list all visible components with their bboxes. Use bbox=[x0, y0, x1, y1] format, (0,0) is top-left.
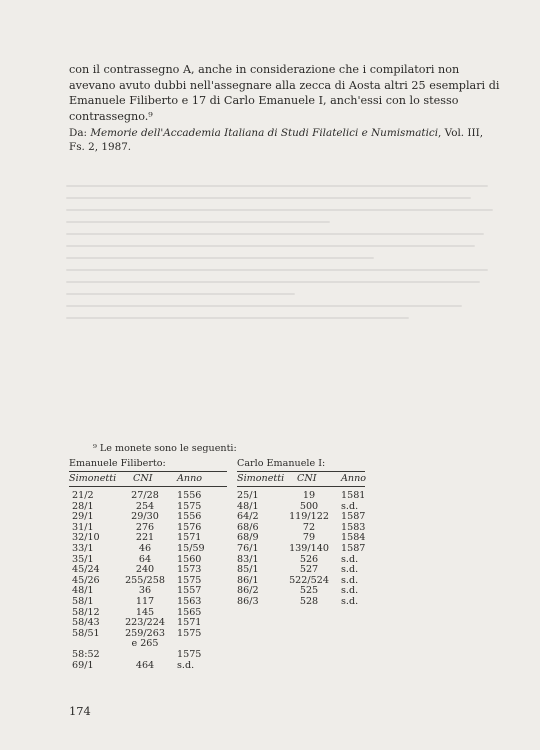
cell-anno: s.d. bbox=[341, 595, 359, 607]
header-cni: CNI bbox=[297, 473, 317, 484]
cell-cni: 223/224 bbox=[125, 617, 165, 629]
table-carlo-emanuele bbox=[237, 458, 367, 607]
footnote-intro: ⁹ Le monete sono le seguenti: bbox=[93, 443, 237, 454]
cell-anno: 1557 bbox=[177, 585, 202, 597]
cell-cni: 145 bbox=[135, 606, 155, 618]
cell-simonetti: 69/1 bbox=[72, 659, 94, 671]
cell-anno: 1581 bbox=[341, 490, 366, 501]
cell-simonetti: 28/1 bbox=[72, 500, 94, 512]
cell-cni: 79 bbox=[302, 532, 316, 544]
page-number: 174 bbox=[69, 704, 91, 718]
cell-anno: 1556 bbox=[177, 511, 202, 523]
cell-cni: 27/28 bbox=[131, 490, 159, 501]
cell-simonetti: 29/1 bbox=[72, 511, 94, 523]
cell-anno: 1575 bbox=[177, 500, 202, 512]
cell-simonetti: 48/1 bbox=[72, 585, 94, 597]
cell-simonetti: 76/1 bbox=[237, 542, 259, 554]
cell-simonetti: 48/1 bbox=[237, 500, 259, 512]
cell-cni: 117 bbox=[135, 595, 155, 607]
cell-anno: 1571 bbox=[177, 617, 202, 629]
header-rule-bottom bbox=[237, 486, 365, 487]
header-simonetti: Simonetti bbox=[69, 473, 117, 484]
header-rule-bottom bbox=[69, 486, 227, 487]
cell-cni: 139/140 bbox=[289, 542, 329, 554]
header-simonetti: Simonetti bbox=[237, 473, 285, 484]
cell-simonetti: 64/2 bbox=[237, 511, 259, 523]
cell-anno: s.d. bbox=[341, 564, 359, 576]
cell-simonetti: 68/9 bbox=[237, 532, 259, 544]
cell-cni: 64 bbox=[138, 553, 152, 565]
cell-anno: s.d. bbox=[341, 574, 359, 586]
cell-simonetti: 58:52 bbox=[72, 648, 100, 660]
cell-cni: 119/122 bbox=[289, 511, 329, 523]
cell-simonetti: 85/1 bbox=[237, 564, 259, 576]
header-anno: Anno bbox=[341, 473, 367, 484]
cell-simonetti: 45/26 bbox=[72, 574, 100, 586]
cell-simonetti: 86/3 bbox=[237, 595, 259, 607]
cell-cni: 46 bbox=[138, 542, 152, 554]
table-header bbox=[69, 472, 227, 485]
cell-cni: 522/524 bbox=[289, 574, 329, 586]
cell-simonetti: 58/43 bbox=[72, 617, 100, 629]
cell-cni: 500 bbox=[299, 500, 319, 512]
cell-simonetti: 25/1 bbox=[237, 490, 259, 501]
cell-cni: 464 bbox=[135, 659, 155, 671]
cell-simonetti: 86/1 bbox=[237, 574, 259, 586]
cell-cni: 525 bbox=[299, 585, 319, 597]
cell-simonetti: 33/1 bbox=[72, 542, 94, 554]
cell-anno: s.d. bbox=[341, 585, 359, 597]
cell-simonetti: 31/1 bbox=[72, 521, 94, 533]
table-title: Carlo Emanuele I: bbox=[237, 458, 326, 469]
cell-anno: 1584 bbox=[341, 532, 366, 544]
cell-anno: 1573 bbox=[177, 564, 202, 576]
cell-anno: 1575 bbox=[177, 648, 202, 660]
intro-paragraph: con il contrassegno A, anche in considerazione che i compilatori non avevano avuto dubbi nell'assegnare alla zecca di Aosta altri 25 esemplari di Emanuele Filiberto e 17 di Carlo Emanuele I, anch'essi con lo stesso contrassegno.⁹ bbox=[69, 63, 500, 123]
source-suffix: , Vol. III, Fs. 2, 1987. bbox=[69, 127, 484, 153]
cell-anno: 15/59 bbox=[177, 542, 205, 554]
cell-cni: 221 bbox=[135, 532, 155, 544]
cell-cni: e 265 bbox=[131, 638, 159, 650]
table-header bbox=[237, 472, 365, 485]
cell-anno: 1587 bbox=[341, 542, 366, 554]
cell-simonetti: 58/1 bbox=[72, 595, 94, 607]
cell-cni: 29/30 bbox=[131, 511, 159, 523]
source-title: Memorie dell'Accademia Italiana di Studi Filatelici e Numismatici bbox=[90, 127, 439, 139]
header-rule-top bbox=[237, 471, 365, 472]
show-through-text bbox=[66, 176, 506, 426]
cell-cni: 19 bbox=[302, 490, 316, 501]
cell-cni: 527 bbox=[299, 564, 319, 576]
cell-simonetti: 58/51 bbox=[72, 627, 100, 639]
cell-simonetti: 35/1 bbox=[72, 553, 94, 565]
cell-simonetti: 86/2 bbox=[237, 585, 259, 597]
cell-simonetti: 45/24 bbox=[72, 564, 100, 576]
cell-anno: 1583 bbox=[341, 521, 366, 533]
cell-anno: 1575 bbox=[177, 627, 202, 639]
cell-anno: 1575 bbox=[177, 574, 202, 586]
source-citation bbox=[69, 126, 501, 154]
cell-cni: 255/258 bbox=[125, 574, 165, 586]
cell-anno: 1565 bbox=[177, 606, 202, 618]
cell-cni: 240 bbox=[135, 564, 155, 576]
cell-anno: 1560 bbox=[177, 553, 202, 565]
cell-cni: 36 bbox=[138, 585, 152, 597]
cell-simonetti: 68/6 bbox=[237, 521, 259, 533]
cell-cni: 254 bbox=[135, 500, 155, 512]
cell-anno: s.d. bbox=[177, 659, 195, 671]
cell-cni: 72 bbox=[302, 521, 316, 533]
cell-anno: 1563 bbox=[177, 595, 202, 607]
header-anno: Anno bbox=[177, 473, 203, 484]
cell-simonetti: 21/2 bbox=[72, 490, 94, 501]
cell-cni: 259/263 bbox=[125, 627, 165, 639]
header-rule-top bbox=[69, 471, 227, 472]
cell-anno: 1556 bbox=[177, 490, 202, 501]
cell-simonetti: 83/1 bbox=[237, 553, 259, 565]
table-emanuele-filiberto bbox=[69, 458, 227, 671]
cell-anno: s.d. bbox=[341, 553, 359, 565]
table-title: Emanuele Filiberto: bbox=[69, 458, 166, 469]
cell-simonetti: 58/12 bbox=[72, 606, 100, 618]
cell-anno: 1576 bbox=[177, 521, 202, 533]
cell-cni: 526 bbox=[299, 553, 319, 565]
cell-simonetti: 32/10 bbox=[72, 532, 100, 544]
header-cni: CNI bbox=[133, 473, 153, 484]
cell-anno: 1587 bbox=[341, 511, 366, 523]
source-prefix: Da: bbox=[69, 127, 91, 139]
cell-anno: s.d. bbox=[341, 500, 359, 512]
cell-cni: 528 bbox=[299, 595, 319, 607]
cell-cni: 276 bbox=[135, 521, 155, 533]
cell-anno: 1571 bbox=[177, 532, 202, 544]
